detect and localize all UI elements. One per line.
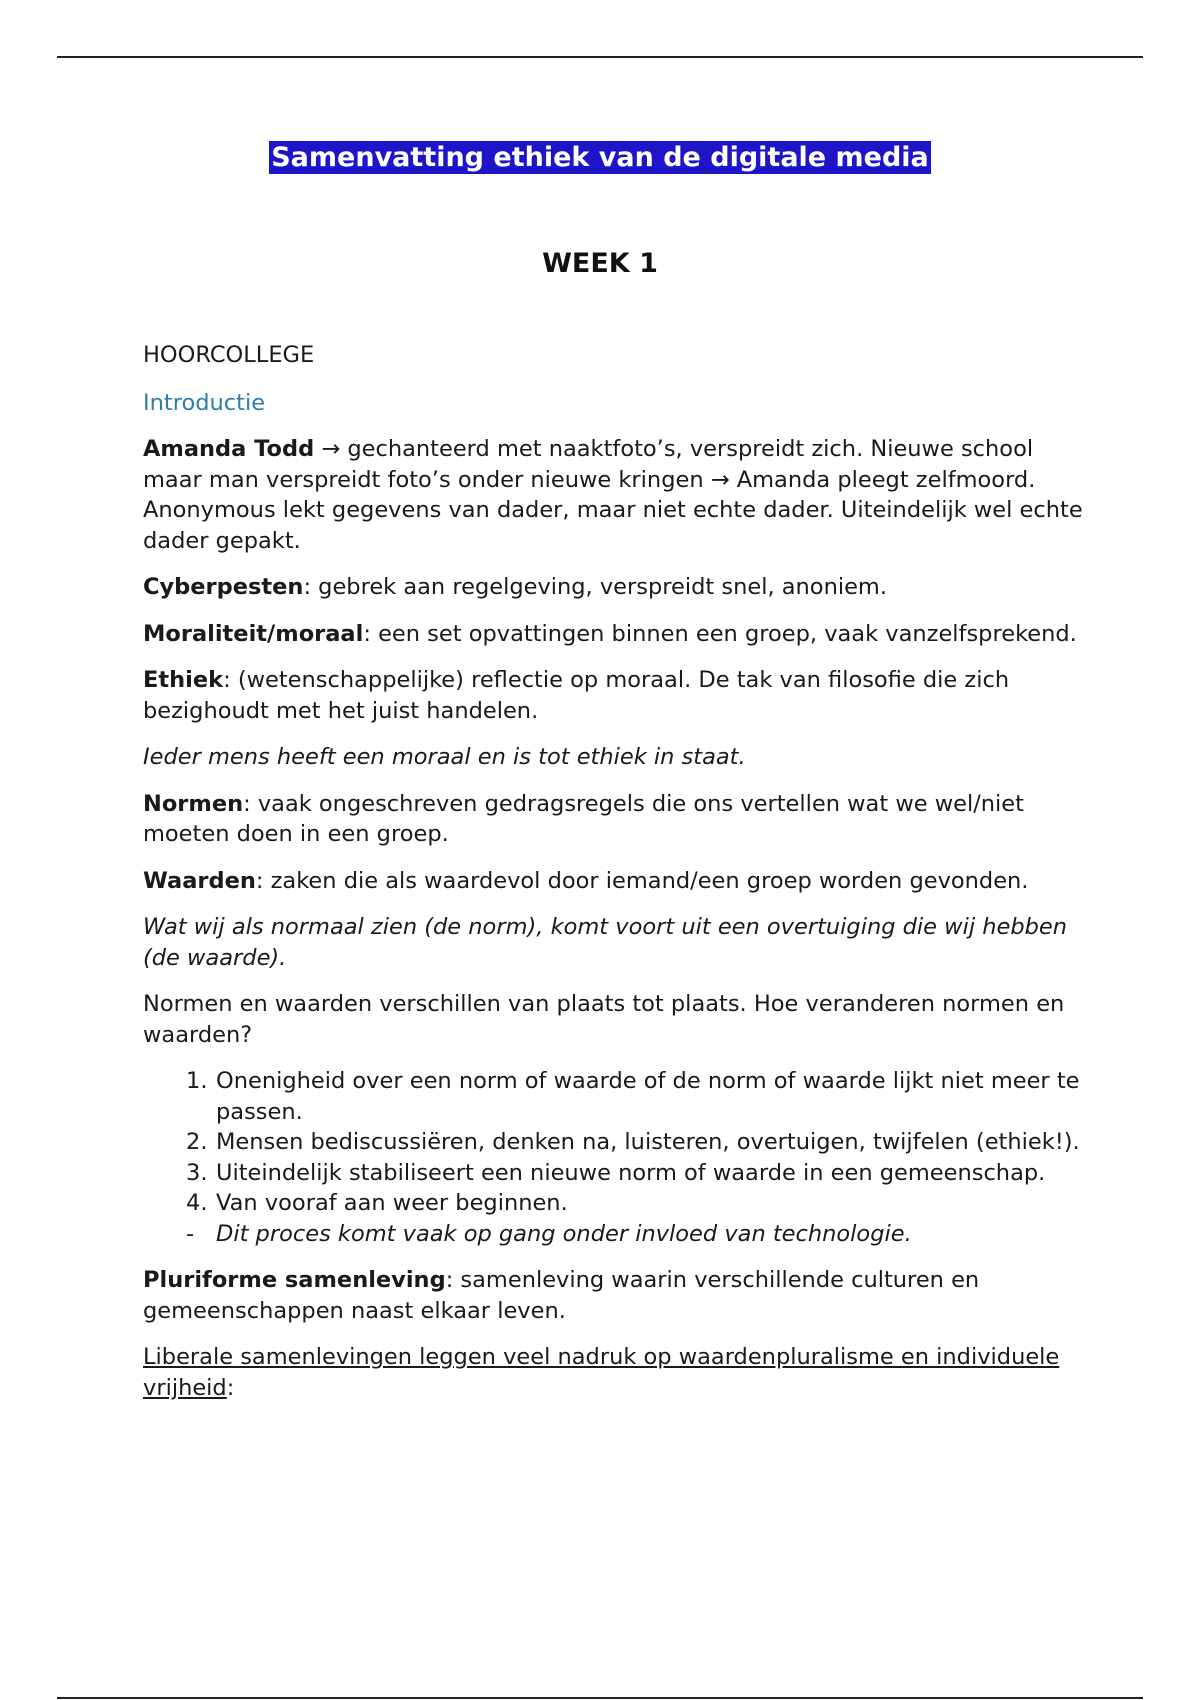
list-marker: - [186, 1220, 195, 1247]
term-amanda-todd: Amanda Todd [143, 436, 315, 462]
term-pluriforme: Pluriforme samenleving [143, 1267, 446, 1293]
list-item-text: Onenigheid over een norm of waarde of de norm of waarde lijkt niet meer te passen. [216, 1068, 1080, 1125]
term-normen: Normen [143, 790, 244, 817]
definition-waarden: : zaken die als waardevol door iemand/een groep worden gevonden. [255, 867, 1029, 894]
list-item [143, 1219, 1083, 1250]
definition-ethiek: : (wetenschappelijke) reflectie op moraal. De tak van filosofie die zich bezighoudt met het juist handelen. [143, 667, 1010, 724]
document-title: Samenvatting ethiek van de digitale media [271, 142, 929, 173]
list-item [143, 1127, 1083, 1158]
underlined-statement: Liberale samenlevingen leggen veel nadruk op waardenpluralisme en individuele vrijheid [143, 1344, 1060, 1401]
statement-tail: : [226, 1374, 235, 1401]
definition-moraliteit: : een set opvattingen binnen een groep, vaak vanzelfsprekend. [363, 620, 1077, 647]
term-moraliteit: Moraliteit/moraal [143, 620, 364, 647]
list-item [143, 1158, 1083, 1189]
paragraph-liberale [143, 1342, 1083, 1403]
header-rule [57, 56, 1143, 58]
section-label: HOORCOLLEGE [143, 342, 315, 368]
steps-list [143, 1066, 1083, 1249]
term-cyberpesten: Cyberpesten [143, 574, 304, 600]
list-item-text: Van vooraf aan weer beginnen. [216, 1190, 568, 1216]
list-marker: 1. [186, 1068, 208, 1094]
paragraph-moraliteit [143, 619, 1083, 650]
subheading-introductie: Introductie [143, 389, 266, 416]
paragraph-normen [143, 789, 1083, 850]
list-marker: 4. [186, 1190, 208, 1216]
list-item [143, 1066, 1083, 1127]
paragraph-pluriforme [143, 1265, 1083, 1326]
list-item-text: Uiteindelijk stabiliseert een nieuwe norm of waarde in een gemeenschap. [216, 1159, 1046, 1186]
title-wrapper [0, 141, 1200, 174]
paragraph-cyberpesten [143, 572, 1083, 603]
paragraph-amanda-todd [143, 434, 1083, 556]
list-marker: 2. [186, 1129, 208, 1155]
document-body [143, 340, 1083, 1419]
list-item [143, 1188, 1083, 1219]
statement-ieder-mens: Ieder mens heeft een moraal en is tot ethiek in staat. [143, 744, 746, 770]
paragraph-ethiek [143, 665, 1083, 726]
paragraph-waarden [143, 866, 1083, 897]
week-heading: WEEK 1 [542, 248, 658, 279]
list-item-text: Mensen bediscussiëren, denken na, luisteren, overtuigen, twijfelen (ethiek!). [216, 1129, 1080, 1155]
term-ethiek: Ethiek [143, 667, 224, 693]
definition-normen: : vaak ongeschreven gedragsregels die ons vertellen wat we wel/niet moeten doen in een groep. [143, 790, 1024, 847]
definition-pluriforme: : samenleving waarin verschillende culturen en gemeenschappen naast elkaar leven. [143, 1267, 980, 1324]
list-marker: 3. [186, 1159, 208, 1186]
paragraph-normen-verschillen: Normen en waarden verschillen van plaats tot plaats. Hoe veranderen normen en waarden? [143, 991, 1065, 1048]
term-waarden: Waarden [143, 867, 256, 894]
statement-wat-wij: Wat wij als normaal zien (de norm), komt voort uit een overtuiging die wij hebben (de waarde). [143, 914, 1068, 971]
footer-rule [57, 1697, 1143, 1699]
list-item-text: Dit proces komt vaak op gang onder invloed van technologie. [216, 1220, 912, 1247]
definition-cyberpesten: : gebrek aan regelgeving, verspreidt snel, anoniem. [303, 574, 887, 600]
definition-amanda-todd: → gechanteerd met naaktfoto’s, verspreidt zich. Nieuwe school maar man verspreidt foto’s onder nieuwe kringen → Amanda pleegt zelfmoord. Anonymous lekt gegevens van dader, maar niet echte dader. Uiteindelijk wel echte dader gepakt. [143, 436, 1083, 554]
